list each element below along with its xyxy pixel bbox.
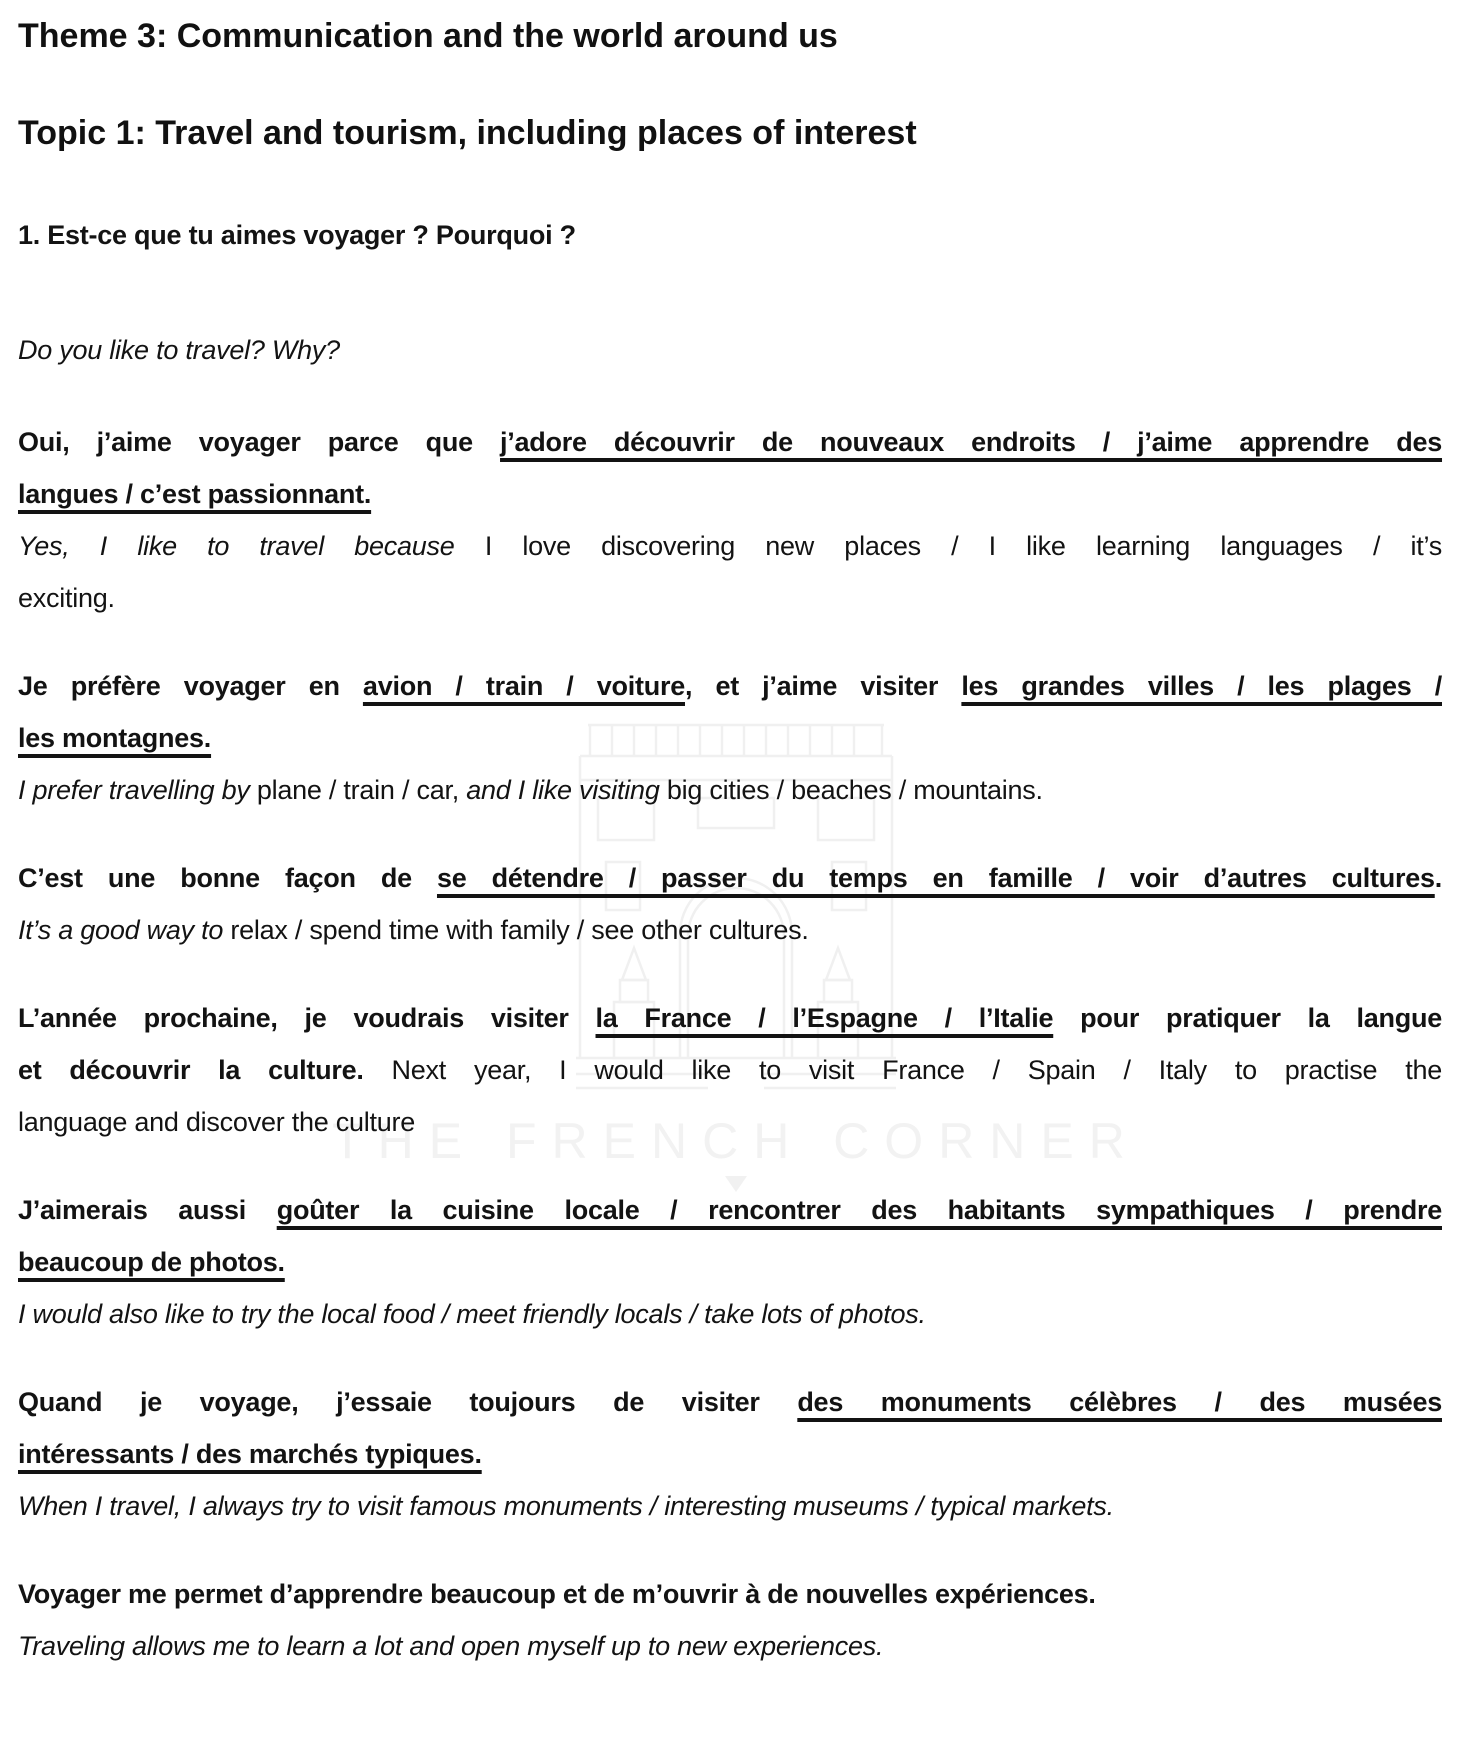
text-run: J’aimerais aussi	[18, 1195, 277, 1225]
text-run: et découvrir la culture.	[18, 1055, 392, 1085]
answer-voyager-me-permet	[18, 1568, 1442, 1672]
question-1-translation	[18, 328, 1442, 372]
text-line	[18, 1568, 1442, 1620]
answers-container	[18, 416, 1442, 1672]
text-run: la France / l’Espagne / l’Italie	[595, 1003, 1054, 1033]
text-run: big cities / beaches / mountains.	[666, 775, 1043, 805]
answer-lannee-prochaine	[18, 992, 1442, 1148]
text-line	[18, 1428, 1442, 1480]
text-line	[18, 1096, 1442, 1148]
text-line	[18, 520, 1442, 572]
text-run: les grandes villes / les plages /	[961, 671, 1442, 701]
text-run: I prefer travelling by	[18, 775, 257, 805]
question-container	[18, 213, 1442, 257]
topic-heading: Topic 1: Travel and tourism, including places of interest	[18, 114, 917, 152]
answer-jaimerais-aussi	[18, 1184, 1442, 1340]
text-line	[18, 468, 1442, 520]
text-run: .	[1434, 863, 1442, 893]
text-run: C’est une bonne façon de	[18, 863, 437, 893]
text-line	[18, 1288, 1442, 1340]
text-run: I would also like to try the local food / meet friendly locals / take lots of photos.	[18, 1299, 926, 1329]
text-run: les montagnes.	[18, 723, 212, 753]
text-run: L’année prochaine, je voudrais visiter	[18, 1003, 596, 1033]
theme-heading: Theme 3: Communication and the world around us	[18, 17, 838, 55]
text-run: goûter la cuisine locale / rencontrer des habitants sympathiques / prendre	[276, 1195, 1442, 1225]
watermark-text: THE FRENCH CORNER	[332, 1113, 1140, 1169]
text-line	[18, 1044, 1442, 1096]
text-run: beaucoup de photos.	[18, 1247, 285, 1277]
text-run: 1. Est-ce que tu aimes voyager ? Pourquoi ?	[18, 220, 576, 250]
text-run: Quand je voyage, j’essaie toujours de visiter	[18, 1387, 798, 1417]
text-line	[18, 712, 1442, 764]
text-run: Oui, j’aime voyager parce que	[18, 427, 501, 457]
text-run: relax / spend time with family / see other cultures.	[230, 915, 809, 945]
text-run: Do you like to travel? Why?	[18, 335, 340, 365]
question-translation-container	[18, 328, 1442, 372]
text-run: pour pratiquer la langue	[1053, 1003, 1442, 1033]
text-run: des monuments célèbres / des musées	[797, 1387, 1442, 1417]
text-run: Next year, I would like to visit France / Spain / Italy to practise the	[391, 1055, 1442, 1085]
answer-je-prefere-voyager	[18, 660, 1442, 816]
text-run: language and discover the culture	[18, 1107, 416, 1137]
text-run: plane / train / car,	[256, 775, 467, 805]
text-line	[18, 992, 1442, 1044]
answer-cest-une-bonne-facon	[18, 852, 1442, 956]
text-run: intéressants / des marchés typiques.	[18, 1439, 482, 1469]
text-run: exciting.	[18, 583, 115, 613]
text-run: I love discovering new places / I like learning languages / it’s	[484, 531, 1442, 561]
text-run: avion / train / voiture	[362, 671, 685, 701]
text-line	[18, 764, 1442, 816]
text-line	[18, 1236, 1442, 1288]
text-run: Je préfère voyager en	[18, 671, 363, 701]
text-line	[18, 572, 1442, 624]
text-run: , et j’aime visiter	[685, 671, 962, 701]
text-run: It’s a good way to	[18, 915, 231, 945]
text-run: j’adore découvrir de nouveaux endroits / j’aime apprendre des	[500, 427, 1443, 457]
text-run: Voyager me permet d’apprendre beaucoup et de m’ouvrir à de nouvelles expériences.	[18, 1579, 1096, 1609]
text-line	[18, 852, 1442, 904]
text-line	[18, 1620, 1442, 1672]
text-line	[18, 1184, 1442, 1236]
answer-oui-jaime-voyager	[18, 416, 1442, 624]
answer-quand-je-voyage	[18, 1376, 1442, 1532]
text-run: langues / c’est passionnant.	[18, 479, 372, 509]
question-1	[18, 213, 1442, 257]
text-line	[18, 1376, 1442, 1428]
text-line	[18, 904, 1442, 956]
text-run: se détendre / passer du temps en famille / voir d’autres cultures	[436, 863, 1435, 893]
text-line	[18, 328, 1442, 372]
text-line	[18, 660, 1442, 712]
text-run: Traveling allows me to learn a lot and open myself up to new experiences.	[18, 1631, 884, 1661]
text-run: Yes, I like to travel because	[18, 531, 485, 561]
text-line	[18, 416, 1442, 468]
text-run: and I like visiting	[466, 775, 667, 805]
text-line	[18, 213, 1442, 257]
text-line	[18, 1480, 1442, 1532]
text-run: When I travel, I always try to visit famous monuments / interesting museums / typical markets.	[18, 1491, 1114, 1521]
